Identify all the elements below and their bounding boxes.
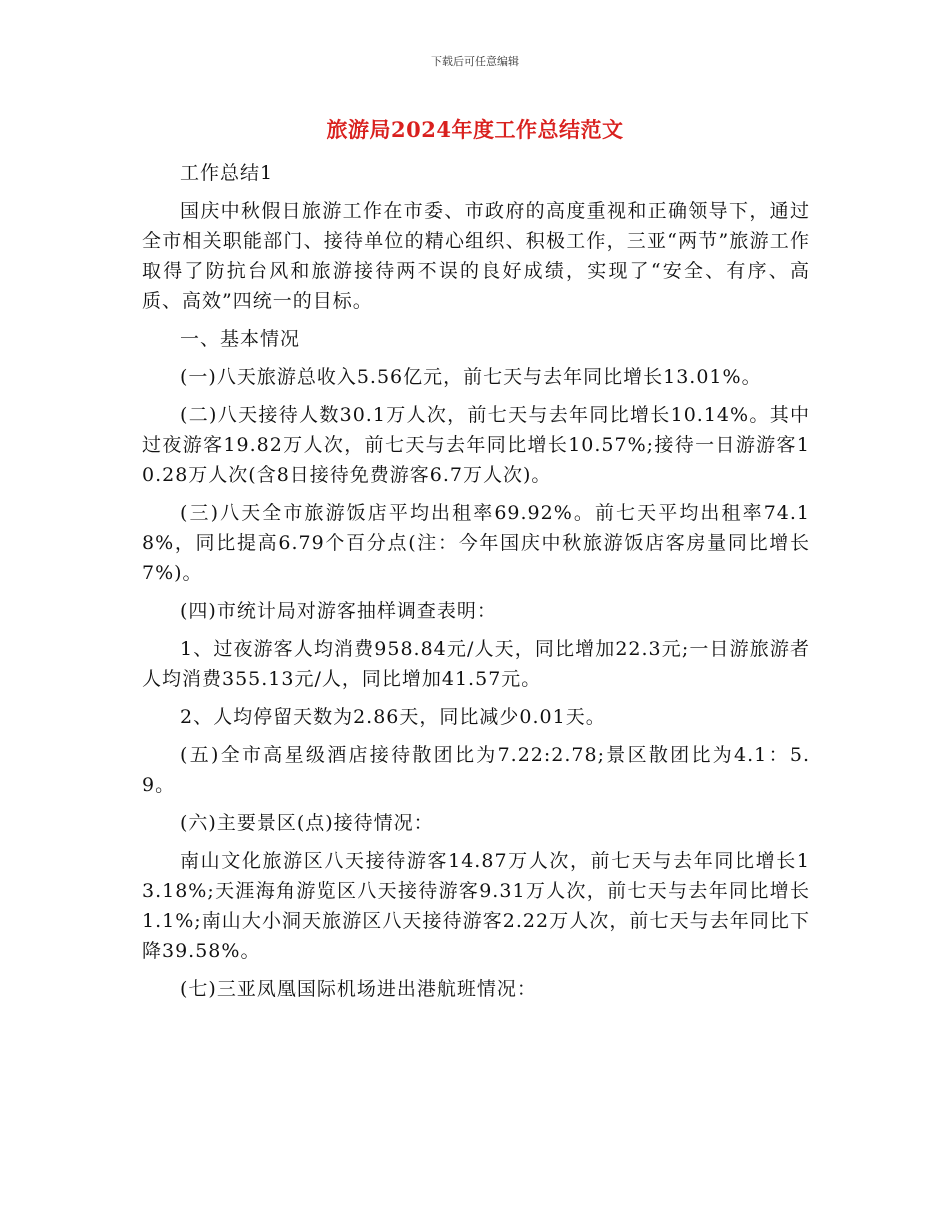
paragraph-hotel-occupancy: (三)八天全市旅游饭店平均出租率69.92%。前七天平均出租率74.18%，同比提高6.79个百分点(注：今年国庆中秋旅游饭店客房量同比增长7%)。 xyxy=(142,502,810,584)
paragraph-visitors: (二)八天接待人数30.1万人次，前七天与去年同比增长10.14%。其中过夜游客19.82万人次，前七天与去年同比增长10.57%;接待一日游游客10.28万人次(含8日接待免费游客6.7万人次)。 xyxy=(142,404,810,486)
paragraph-heading-basic: 一、基本情况 xyxy=(180,328,301,350)
paragraph-airport: (七)三亚凤凰国际机场进出港航班情况： xyxy=(180,978,537,1000)
paragraph-spending: 1、过夜游客人均消费958.84元/人天，同比增加22.3元;一日游旅游者人均消费355.13元/人，同比增加41.57元。 xyxy=(142,638,810,690)
paragraph-survey: (四)市统计局对游客抽样调查表明： xyxy=(180,600,497,622)
page-header: 下载后可任意编辑 xyxy=(431,55,519,68)
paragraph-stay-days: 2、人均停留天数为2.86天，同比减少0.01天。 xyxy=(180,706,606,728)
paragraph-scenic-heading: (六)主要景区(点)接待情况： xyxy=(180,812,434,834)
paragraph-section-label: 工作总结1 xyxy=(180,162,274,184)
paragraph-revenue: (一)八天旅游总收入5.56亿元，前七天与去年同比增长13.01%。 xyxy=(180,366,762,388)
paragraph-scenic-details: 南山文化旅游区八天接待游客14.87万人次，前七天与去年同比增长13.18%;天涯海角游览区八天接待游客9.31万人次，前七天与去年同比增长1.1%;南山大小洞天旅游区八天接待游客2.22万人次，前七天与去年同比下降39.58%。 xyxy=(142,850,810,962)
paragraph-group-ratio: (五)全市高星级酒店接待散团比为7.22:2.78;景区散团比为4.1：5.9。 xyxy=(142,744,810,796)
paragraph-intro: 国庆中秋假日旅游工作在市委、市政府的高度重视和正确领导下，通过全市相关职能部门、接待单位的精心组织、积极工作，三亚“两节”旅游工作取得了防抗台风和旅游接待两不误的良好成绩，实现了“安全、有序、高质、高效”四统一的目标。 xyxy=(142,200,810,312)
document-body xyxy=(142,158,810,1004)
document-title: 旅游局2024年度工作总结范文 xyxy=(326,117,624,142)
